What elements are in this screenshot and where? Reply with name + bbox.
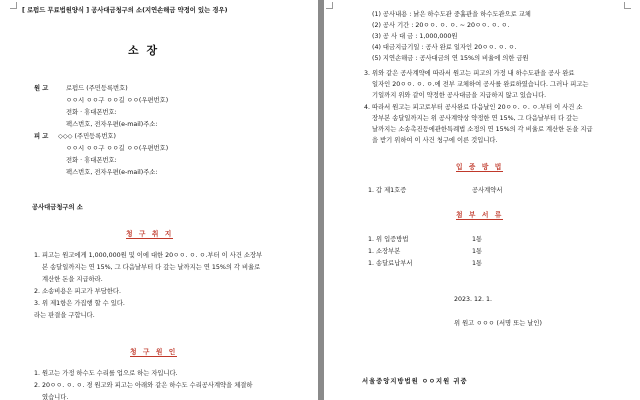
claim-heading: 청 구 취 지 [126, 230, 174, 238]
cause-heading: 청 구 원 인 [130, 348, 178, 356]
cause-item-1: 1. 원고는 가정 하수도 수리를 업으로 하는 자입니다. [34, 370, 178, 377]
defendant-label: 피 고 [34, 133, 49, 140]
evidence-item-1-desc: 공사계약서 [472, 187, 503, 194]
attachment-item-2: 1. 소장부본 [368, 248, 401, 255]
contract-item-2: (2) 공사 기간 : 20ㅇㅇ. ㅇ. ㅇ. ~ 20ㅇㅇ. ㅇ. ㅇ. [372, 22, 510, 29]
attachment-item-3-qty: 1통 [472, 260, 483, 267]
attachment-item-1: 1. 위 입증방법 [368, 236, 409, 243]
attachment-item-2-qty: 1통 [472, 248, 483, 255]
defendant-address: ㅇㅇ시 ㅇㅇ구 ㅇㅇ길 ㅇㅇ(우편번호) [66, 145, 169, 152]
case-name: 공사대금청구의 소 [32, 204, 83, 211]
defendant-fax-email: 팩스번호, 전자우편(e-mail)주소: [66, 169, 158, 176]
page-corner-mark [10, 2, 17, 9]
court-name: 서울중앙지방법원 ㅇㅇ지원 귀중 [362, 378, 468, 385]
cause-item-4b: 장부본 송달일까지는 위 공사계약상 약정한 연 15%, 그 다음날부터 다 갚는 [372, 115, 579, 122]
document-page-right [324, 0, 640, 400]
cause-item-4c: 날까지는 소송촉진등에관한특례법 소정의 연 15%의 각 비율로 계산한 돈을 지급 [372, 126, 593, 133]
signature-line: 위 원고 ㅇㅇㅇ (서명 또는 날인) [454, 320, 542, 327]
contract-item-3: (3) 공 사 대 금 : 1,000,000원 [372, 33, 458, 40]
filing-date: 2023. 12. 1. [454, 296, 493, 303]
cause-item-2a: 2. 20ㅇㅇ. ㅇ. ㅇ. 경 원고와 피고는 아래와 같은 하수도 수리공사계약을 체결하 [34, 382, 253, 389]
plaintiff-name: 로펌드 (주민등록번호) [66, 85, 128, 92]
claim-item-2: 2. 소송비용은 피고가 부담한다. [34, 288, 122, 295]
claim-closing: 라는 판결을 구합니다. [34, 312, 95, 319]
attachments-heading: 첨 부 서 류 [456, 211, 504, 219]
page-corner-mark [624, 2, 631, 9]
contract-item-4: (4) 대금지급기일 : 공사 완료 일자인 20ㅇㅇ. ㅇ. ㅇ. [372, 44, 517, 51]
claim-item-1b: 본 송달일까지는 연 15%, 그 다음날부터 다 갚는 날까지는 연 15%의 각 비율로 [42, 264, 261, 271]
contract-item-5: (5) 지연손해금 : 공사대금의 연 15%의 비율에 의한 금원 [372, 55, 529, 62]
attachment-item-3: 1. 송달료납부서 [368, 260, 413, 267]
plaintiff-label: 원 고 [34, 85, 49, 92]
cause-item-4a: 4. 따라서 원고는 피고로부터 공사완료 다음날인 20ㅇㅇ. ㅇ. ㅇ.부터 이 사건 소 [364, 104, 583, 111]
cause-item-2b: 였습니다. [42, 394, 69, 400]
document-page-left [0, 0, 318, 400]
evidence-heading: 입 증 방 법 [456, 163, 504, 171]
plaintiff-address: ㅇㅇ시 ㅇㅇ구 ㅇㅇ길 ㅇㅇ(우편번호) [66, 97, 169, 104]
claim-item-3: 3. 위 제1항은 가집행 할 수 있다. [34, 300, 125, 307]
plaintiff-phone: 전화 · 휴대폰번호: [66, 109, 117, 116]
evidence-item-1: 1. 갑 제1호증 [368, 187, 407, 194]
form-header: [ 로펌드 무료법원양식 ] 공사대금청구의 소(지연손해금 약정이 있는 경우) [22, 7, 228, 14]
cause-item-3b: 일자인 20ㅇㅇ. ㅇ. ㅇ.에 전부 교체하여 공사를 완료하였습니다. 그러나 피고는 [372, 81, 589, 88]
claim-item-1c: 계산한 돈을 지급하라. [42, 276, 103, 283]
attachment-item-1-qty: 1통 [472, 236, 483, 243]
defendant-name: ◇◇◇ (주민등록번호) [58, 133, 116, 140]
cause-item-3a: 3. 위와 같은 공사계약에 따라서 원고는 피고의 가정 내 하수도관을 공사 완료 [364, 70, 575, 77]
defendant-phone: 전화 · 휴대폰번호: [66, 157, 117, 164]
claim-item-1a: 1. 피고는 원고에게 1,000,000원 및 이에 대한 20ㅇㅇ. ㅇ. ㅇ.부터 이 사건 소장부 [34, 252, 263, 259]
contract-item-1: (1) 공사내용 : 낡은 하수도관 중흄관을 하수도관으로 교체 [372, 11, 531, 18]
cause-item-4d: 을 받기 위하여 이 사건 청구에 이른 것입니다. [372, 137, 498, 144]
cause-item-3c: 기일까지 위와 같이 약정한 공사대금을 지급하지 않고 있습니다. [372, 92, 547, 99]
page-corner-mark [326, 2, 333, 9]
plaintiff-fax-email: 팩스번호, 전자우편(e-mail)주소: [66, 121, 158, 128]
document-title: 소 장 [128, 44, 160, 57]
